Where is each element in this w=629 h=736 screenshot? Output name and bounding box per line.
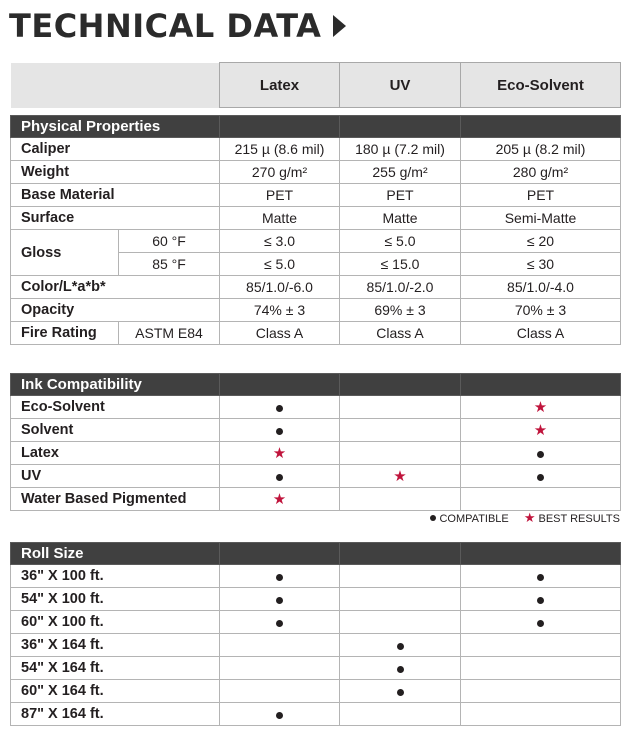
table-cell: 205 µ (8.2 mil) (461, 138, 621, 161)
table-cell (220, 565, 340, 588)
compatible-dot-icon (276, 474, 283, 481)
compatible-dot-icon (276, 597, 283, 604)
compatible-dot-icon (537, 574, 544, 581)
row-label: 60" X 164 ft. (11, 680, 220, 703)
table-cell: 70% ± 3 (461, 299, 621, 322)
table-cell (461, 396, 621, 419)
page-title-text: TECHNICAL DATA (9, 7, 322, 45)
table-row (11, 565, 621, 588)
legend-compatible: COMPATIBLE (439, 513, 509, 525)
table-cell (340, 419, 461, 442)
table-cell (340, 703, 461, 726)
compatible-dot-icon (276, 620, 283, 627)
table-cell (340, 488, 461, 511)
table-row (11, 276, 621, 299)
table-cell: 180 µ (7.2 mil) (340, 138, 461, 161)
compatible-dot-icon (397, 689, 404, 696)
compatible-dot-icon (537, 451, 544, 458)
table-cell (340, 680, 461, 703)
row-label: Gloss (11, 230, 119, 276)
ink-compatibility-table (10, 373, 621, 511)
table-cell: ≤ 5.0 (340, 230, 461, 253)
section-header-roll (11, 543, 621, 565)
table-cell (220, 703, 340, 726)
table-row (11, 657, 621, 680)
table-cell: PET (461, 184, 621, 207)
compatible-dot-icon (276, 405, 283, 412)
row-label: UV (11, 465, 220, 488)
table-cell (461, 488, 621, 511)
best-results-star-icon: ★ (533, 399, 548, 416)
compatible-dot-icon (537, 597, 544, 604)
table-cell: 85/1.0/-6.0 (220, 276, 340, 299)
row-label: Solvent (11, 419, 220, 442)
table-cell (461, 465, 621, 488)
row-label: 87" X 164 ft. (11, 703, 220, 726)
table-cell: 74% ± 3 (220, 299, 340, 322)
table-cell (461, 419, 621, 442)
table-cell (340, 634, 461, 657)
table-cell (340, 465, 461, 488)
table-cell: PET (340, 184, 461, 207)
row-sublabel: 85 °F (119, 253, 220, 276)
table-cell (220, 634, 340, 657)
table-cell (461, 588, 621, 611)
best-results-star-icon: ★ (272, 491, 287, 508)
compatible-dot-icon (276, 428, 283, 435)
table-cell: Class A (461, 322, 621, 345)
table-cell (220, 488, 340, 511)
column-header-row (11, 63, 621, 108)
best-results-star-icon: ★ (272, 445, 287, 462)
column-header-uv: UV (340, 63, 461, 108)
table-cell: PET (220, 184, 340, 207)
table-cell (340, 565, 461, 588)
table-row (11, 396, 621, 419)
compatible-dot-icon (276, 712, 283, 719)
row-label: Water Based Pigmented (11, 488, 220, 511)
section-title: Physical Properties (11, 116, 220, 138)
section-header-ink (11, 374, 621, 396)
table-cell: Semi-Matte (461, 207, 621, 230)
table-row (11, 680, 621, 703)
table-row (11, 465, 621, 488)
table-row (11, 161, 621, 184)
column-header-eco-solvent: Eco-Solvent (461, 63, 621, 108)
table-cell (461, 680, 621, 703)
table-cell (220, 588, 340, 611)
compatible-dot-icon (537, 474, 544, 481)
table-cell: 69% ± 3 (340, 299, 461, 322)
table-cell: Class A (340, 322, 461, 345)
table-cell: ≤ 20 (461, 230, 621, 253)
physical-properties-table (10, 62, 621, 345)
table-cell: 215 µ (8.6 mil) (220, 138, 340, 161)
compatible-dot-icon (397, 666, 404, 673)
table-row (11, 634, 621, 657)
row-label: 36" X 164 ft. (11, 634, 220, 657)
table-cell (220, 611, 340, 634)
table-cell (461, 565, 621, 588)
row-label: 54" X 164 ft. (11, 657, 220, 680)
table-row (11, 322, 621, 345)
table-cell: Class A (220, 322, 340, 345)
table-cell: ≤ 30 (461, 253, 621, 276)
table-row (11, 184, 621, 207)
table-cell (340, 442, 461, 465)
table-cell (340, 588, 461, 611)
section-header-physical (11, 116, 621, 138)
table-cell: 280 g/m² (461, 161, 621, 184)
compatible-dot-icon (276, 574, 283, 581)
table-row (11, 299, 621, 322)
table-cell: ≤ 15.0 (340, 253, 461, 276)
table-row (11, 207, 621, 230)
table-cell (220, 680, 340, 703)
best-results-star-icon: ★ (523, 510, 536, 525)
row-sublabel: ASTM E84 (119, 322, 220, 345)
table-row (11, 419, 621, 442)
table-cell (461, 703, 621, 726)
best-results-star-icon: ★ (393, 468, 407, 485)
row-label: 36" X 100 ft. (11, 565, 220, 588)
table-row (11, 488, 621, 511)
table-cell (340, 396, 461, 419)
table-cell: ≤ 5.0 (220, 253, 340, 276)
table-cell: 270 g/m² (220, 161, 340, 184)
row-label: Weight (11, 161, 220, 184)
row-label: Caliper (11, 138, 220, 161)
row-label: Base Material (11, 184, 220, 207)
compatible-dot-icon (430, 515, 436, 521)
table-cell (220, 657, 340, 680)
row-label: 60" X 100 ft. (11, 611, 220, 634)
table-cell (220, 465, 340, 488)
table-cell (461, 442, 621, 465)
play-arrow-icon (333, 15, 346, 37)
table-cell (340, 657, 461, 680)
section-title: Ink Compatibility (11, 374, 220, 396)
table-cell (461, 657, 621, 680)
compatible-dot-icon (537, 620, 544, 627)
row-sublabel: 60 °F (119, 230, 220, 253)
table-cell: 85/1.0/-2.0 (340, 276, 461, 299)
table-row (11, 611, 621, 634)
legend-best-results: BEST RESULTS (538, 513, 620, 525)
table-cell: Matte (340, 207, 461, 230)
column-header-latex: Latex (220, 63, 340, 108)
page-title (9, 6, 346, 46)
row-label: 54" X 100 ft. (11, 588, 220, 611)
table-cell (461, 611, 621, 634)
ink-rows (11, 396, 621, 511)
legend (0, 511, 620, 525)
best-results-star-icon: ★ (533, 422, 548, 439)
roll-size-table (10, 542, 621, 726)
row-label: Surface (11, 207, 220, 230)
roll-rows (11, 565, 621, 726)
table-row (11, 588, 621, 611)
table-row (11, 703, 621, 726)
table-row (11, 230, 621, 253)
table-cell (220, 419, 340, 442)
table-cell (461, 634, 621, 657)
row-label: Color/L*a*b* (11, 276, 220, 299)
table-cell: Matte (220, 207, 340, 230)
row-label: Fire Rating (11, 322, 119, 345)
row-label: Eco-Solvent (11, 396, 220, 419)
table-row (11, 442, 621, 465)
table-cell: 85/1.0/-4.0 (461, 276, 621, 299)
section-title: Roll Size (11, 543, 220, 565)
table-cell: ≤ 3.0 (220, 230, 340, 253)
table-row (11, 138, 621, 161)
row-label: Latex (11, 442, 220, 465)
table-cell (220, 396, 340, 419)
table-cell: 255 g/m² (340, 161, 461, 184)
compatible-dot-icon (397, 643, 404, 650)
table-cell (220, 442, 340, 465)
table-cell (340, 611, 461, 634)
row-label: Opacity (11, 299, 220, 322)
